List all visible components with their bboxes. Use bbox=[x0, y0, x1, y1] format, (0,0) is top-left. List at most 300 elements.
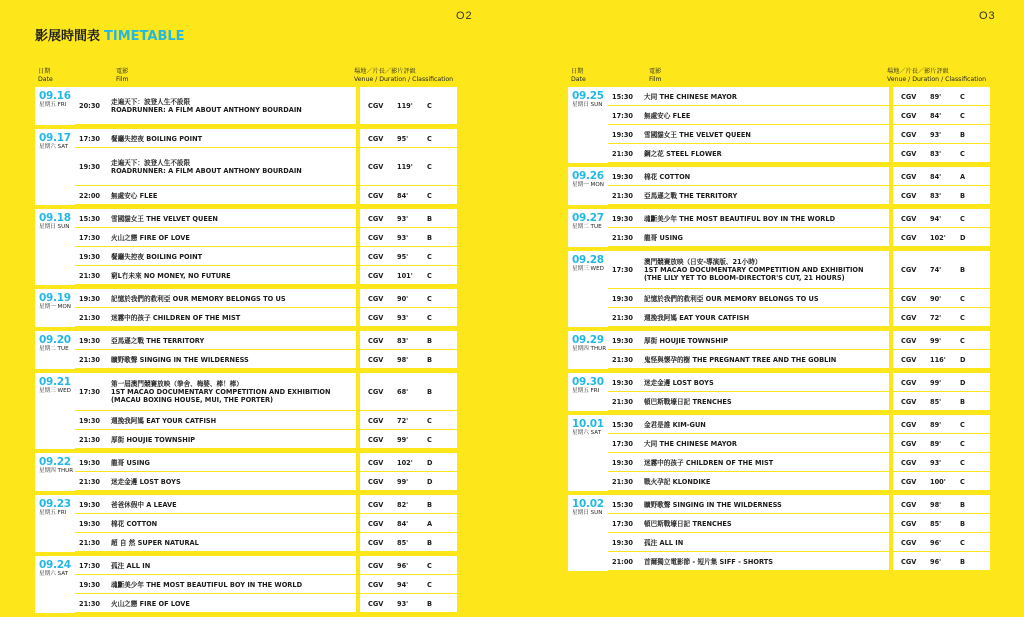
venue: CGV bbox=[901, 149, 917, 158]
film-title bbox=[644, 258, 889, 282]
film-title-line: 餐廳失控夜 BOILING POINT bbox=[111, 134, 203, 143]
duration: 84' bbox=[397, 191, 409, 200]
film-title bbox=[111, 417, 356, 425]
screening-time: 19:30 bbox=[79, 163, 100, 171]
venue: CGV bbox=[368, 538, 384, 547]
duration: 84' bbox=[930, 111, 942, 120]
screening-time: 21:30 bbox=[612, 355, 633, 364]
date-block bbox=[35, 209, 457, 285]
venue: CGV bbox=[368, 252, 384, 261]
table-row bbox=[75, 533, 457, 552]
venue: CGV bbox=[901, 336, 917, 345]
screening-time: 21:30 bbox=[612, 397, 633, 406]
film-title-line: ROADRUNNER: A FILM ABOUT ANTHONY BOURDAIN bbox=[111, 167, 302, 175]
screening-rows bbox=[75, 495, 457, 552]
date-cell bbox=[35, 453, 75, 491]
film-title bbox=[111, 380, 356, 404]
venue: CGV bbox=[901, 378, 917, 387]
page-number: O2 bbox=[456, 10, 473, 22]
screening-rows bbox=[608, 167, 990, 205]
venue: CGV bbox=[368, 336, 384, 345]
film-title-line: 厚街 HOUJIE TOWNSHIP bbox=[111, 435, 196, 444]
venue: CGV bbox=[901, 355, 917, 364]
duration: 116' bbox=[930, 355, 946, 364]
screening-time: 20:30 bbox=[79, 102, 100, 110]
screening-time: 19:30 bbox=[79, 519, 100, 528]
date-cell bbox=[568, 415, 608, 491]
film-title-line: 火山之戀 FIRE OF LOVE bbox=[111, 599, 190, 608]
table-row bbox=[75, 331, 457, 350]
duration: 85' bbox=[397, 538, 409, 547]
date-block bbox=[568, 167, 990, 205]
film-title-line: 迷霧中的孩子 CHILDREN OF THE MIST bbox=[111, 313, 241, 322]
classification: C bbox=[427, 561, 432, 570]
header-info: 場地／片長／影片評級 Venue / Duration / Classification bbox=[354, 68, 454, 83]
screening-rows bbox=[75, 453, 457, 491]
weekday: 星期一 MON bbox=[39, 304, 71, 310]
date-number: 09.20 bbox=[39, 334, 71, 346]
screening-time: 19:30 bbox=[79, 458, 100, 467]
screening-rows bbox=[75, 87, 457, 125]
left-page bbox=[0, 0, 512, 608]
duration: 72' bbox=[930, 313, 942, 322]
duration: 95' bbox=[397, 134, 409, 143]
film-title-line: 走遍天下：波登人生不設限 bbox=[111, 159, 191, 167]
venue: CGV bbox=[901, 233, 917, 242]
venue: CGV bbox=[368, 458, 384, 467]
film-title-line: (MACAU BOXING HOUSE, MUI, THE PORTER) bbox=[111, 396, 274, 404]
film-title bbox=[644, 215, 889, 223]
film-title bbox=[644, 150, 889, 158]
duration: 99' bbox=[397, 477, 409, 486]
film-title bbox=[111, 562, 356, 570]
venue: CGV bbox=[368, 561, 384, 570]
classification: B bbox=[960, 266, 966, 274]
date-block bbox=[568, 209, 990, 247]
date-cell bbox=[568, 331, 608, 369]
screening-time: 19:30 bbox=[79, 252, 100, 261]
film-title-line: 迷走金邊 LOST BOYS bbox=[111, 477, 181, 486]
duration: 93' bbox=[930, 130, 942, 139]
film-title bbox=[111, 581, 356, 589]
film-title bbox=[111, 539, 356, 547]
classification: C bbox=[427, 580, 432, 589]
film-title bbox=[644, 440, 889, 448]
date-cell bbox=[35, 209, 75, 285]
table-row bbox=[75, 411, 457, 430]
table-row bbox=[75, 453, 457, 472]
weekday: 星期四 THUR bbox=[39, 468, 74, 474]
classification: C bbox=[427, 294, 432, 303]
date-block bbox=[35, 289, 457, 327]
film-title bbox=[111, 600, 356, 608]
table-row bbox=[608, 453, 990, 472]
venue: CGV bbox=[368, 134, 384, 143]
venue: CGV bbox=[901, 538, 917, 547]
film-title-line: 鬼怪與懷孕的樹 THE PREGNANT TREE AND THE GOBLIN bbox=[644, 355, 837, 364]
screening-time: 21:30 bbox=[79, 538, 100, 547]
film-title-line: 週挽我阿媽 EAT YOUR CATFISH bbox=[644, 313, 750, 322]
date-number: 09.26 bbox=[572, 170, 604, 182]
table-row bbox=[75, 289, 457, 308]
film-title-line: 大同 THE CHINESE MAYOR bbox=[644, 92, 737, 101]
weekday: 星期日 SUN bbox=[572, 102, 603, 108]
table-row bbox=[75, 247, 457, 266]
screening-time: 15:30 bbox=[79, 214, 100, 223]
duration: 99' bbox=[930, 336, 942, 345]
screening-time: 17:30 bbox=[612, 111, 633, 120]
venue: CGV bbox=[368, 313, 384, 322]
table-row bbox=[608, 350, 990, 369]
film-title bbox=[644, 501, 889, 509]
classification: C bbox=[960, 92, 965, 101]
date-block bbox=[568, 373, 990, 411]
page-number: O3 bbox=[979, 10, 996, 22]
screening-rows bbox=[608, 495, 990, 571]
date-block bbox=[35, 129, 457, 205]
screening-rows bbox=[75, 556, 457, 613]
duration: 94' bbox=[397, 580, 409, 589]
table-row bbox=[608, 533, 990, 552]
classification: B bbox=[960, 500, 966, 509]
date-cell bbox=[35, 289, 75, 327]
screening-rows bbox=[608, 373, 990, 411]
date-block bbox=[35, 495, 457, 552]
table-row bbox=[608, 331, 990, 350]
film-title-line: 大同 THE CHINESE MAYOR bbox=[644, 439, 737, 448]
duration: 119' bbox=[397, 163, 413, 171]
table-row bbox=[608, 167, 990, 186]
screening-rows bbox=[75, 373, 457, 449]
table-row bbox=[75, 209, 457, 228]
table-row bbox=[75, 148, 457, 186]
film-title-line: 厚街 HOUJIE TOWNSHIP bbox=[644, 336, 729, 345]
screening-time: 21:30 bbox=[612, 149, 633, 158]
date-block bbox=[568, 251, 990, 327]
screening-time: 19:30 bbox=[612, 458, 633, 467]
table-row bbox=[75, 350, 457, 369]
venue: CGV bbox=[901, 557, 917, 566]
venue: CGV bbox=[368, 388, 384, 396]
screening-rows bbox=[75, 289, 457, 327]
film-title bbox=[111, 295, 356, 303]
screening-time: 21:30 bbox=[79, 599, 100, 608]
table-row bbox=[608, 289, 990, 308]
table-row bbox=[75, 556, 457, 575]
classification: C bbox=[427, 313, 432, 322]
table-row bbox=[608, 308, 990, 327]
duration: 99' bbox=[930, 378, 942, 387]
film-title bbox=[644, 421, 889, 429]
screening-time: 17:30 bbox=[79, 561, 100, 570]
screening-time: 15:30 bbox=[612, 92, 633, 101]
duration: 93' bbox=[930, 458, 942, 467]
table-row bbox=[75, 472, 457, 491]
title-en: TIMETABLE bbox=[104, 29, 185, 44]
venue: CGV bbox=[368, 477, 384, 486]
film-title bbox=[111, 98, 356, 114]
table-row bbox=[608, 415, 990, 434]
film-title-line: 第一屆澳門競賽放映（拳舍、梅婆、棒！棒） bbox=[111, 380, 243, 388]
film-title bbox=[111, 135, 356, 143]
table-row bbox=[75, 87, 457, 125]
duration: 89' bbox=[930, 92, 942, 101]
table-row bbox=[608, 87, 990, 106]
classification: B bbox=[427, 355, 433, 364]
film-title-line: 龍哥 USING bbox=[111, 458, 150, 467]
film-title-line: 火山之戀 FIRE OF LOVE bbox=[111, 233, 190, 242]
classification: C bbox=[960, 214, 965, 223]
screening-time: 19:30 bbox=[79, 294, 100, 303]
header-date: 日期 Date bbox=[571, 68, 586, 83]
film-title bbox=[644, 478, 889, 486]
venue: CGV bbox=[901, 397, 917, 406]
film-title-line: 戰火孕記 KLONDIKE bbox=[644, 477, 711, 486]
venue: CGV bbox=[368, 191, 384, 200]
film-title bbox=[644, 539, 889, 547]
classification: C bbox=[960, 420, 965, 429]
screening-time: 19:30 bbox=[612, 130, 633, 139]
venue: CGV bbox=[368, 355, 384, 364]
venue: CGV bbox=[368, 500, 384, 509]
film-title-line: 鋼之花 STEEL FLOWER bbox=[644, 149, 722, 158]
table-row bbox=[608, 186, 990, 205]
date-block bbox=[568, 87, 990, 163]
film-title bbox=[644, 314, 889, 322]
weekday: 星期六 SAT bbox=[39, 571, 69, 577]
table-row bbox=[608, 434, 990, 453]
date-cell bbox=[568, 495, 608, 571]
film-title bbox=[111, 253, 356, 261]
film-title-line: 亞馬遜之戰 THE TERRITORY bbox=[644, 191, 738, 200]
table-row bbox=[75, 373, 457, 411]
screening-rows bbox=[608, 331, 990, 369]
venue: CGV bbox=[901, 420, 917, 429]
date-cell bbox=[568, 251, 608, 327]
screening-time: 21:00 bbox=[612, 557, 633, 566]
table-row bbox=[75, 594, 457, 613]
table-row bbox=[608, 106, 990, 125]
film-title-line: 走遍天下：波登人生不設限 bbox=[111, 98, 191, 106]
duration: 84' bbox=[930, 172, 942, 181]
film-title-line: 無處安心 FLEE bbox=[644, 111, 691, 120]
screening-time: 21:30 bbox=[612, 191, 633, 200]
duration: 82' bbox=[397, 500, 409, 509]
film-title bbox=[644, 173, 889, 181]
duration: 89' bbox=[930, 420, 942, 429]
film-title-line: 雪國貓女王 THE VELVET QUEEN bbox=[111, 214, 218, 223]
weekday: 星期二 TUE bbox=[572, 224, 602, 230]
weekday: 星期六 SAT bbox=[572, 430, 602, 436]
weekday: 星期一 MON bbox=[572, 182, 604, 188]
table-row bbox=[75, 266, 457, 285]
weekday: 星期五 FRI bbox=[39, 102, 67, 108]
date-cell bbox=[35, 373, 75, 449]
film-title-line: 週挽我阿媽 EAT YOUR CATFISH bbox=[111, 416, 217, 425]
weekday: 星期四 THUR bbox=[572, 346, 607, 352]
venue: CGV bbox=[368, 102, 384, 110]
date-cell bbox=[568, 167, 608, 205]
classification: C bbox=[427, 102, 432, 110]
classification: B bbox=[427, 388, 433, 396]
venue: CGV bbox=[901, 191, 917, 200]
duration: 94' bbox=[930, 214, 942, 223]
date-block bbox=[35, 373, 457, 449]
classification: D bbox=[427, 477, 433, 486]
duration: 85' bbox=[930, 397, 942, 406]
classification: B bbox=[427, 538, 433, 547]
duration: 90' bbox=[930, 294, 942, 303]
venue: CGV bbox=[368, 416, 384, 425]
venue: CGV bbox=[368, 580, 384, 589]
film-title bbox=[111, 337, 356, 345]
duration: 101' bbox=[397, 271, 413, 280]
timetable-left bbox=[35, 87, 457, 617]
page-title bbox=[35, 25, 185, 44]
film-title bbox=[111, 459, 356, 467]
film-title-line: ROADRUNNER: A FILM ABOUT ANTHONY BOURDAIN bbox=[111, 106, 302, 114]
duration: 93' bbox=[397, 313, 409, 322]
duration: 83' bbox=[397, 336, 409, 345]
film-title-line: 曠野歌聲 SINGING IN THE WILDERNESS bbox=[111, 355, 249, 364]
film-title bbox=[644, 459, 889, 467]
screening-time: 21:30 bbox=[612, 477, 633, 486]
venue: CGV bbox=[901, 294, 917, 303]
screening-rows bbox=[75, 209, 457, 285]
date-number: 10.02 bbox=[572, 498, 604, 510]
header-date: 日期 Date bbox=[38, 68, 53, 83]
screening-rows bbox=[608, 251, 990, 327]
film-title-line: 無處安心 FLEE bbox=[111, 191, 158, 200]
screening-time: 19:30 bbox=[79, 500, 100, 509]
table-row bbox=[608, 373, 990, 392]
duration: 100' bbox=[930, 477, 946, 486]
screening-time: 19:30 bbox=[79, 336, 100, 345]
screening-time: 21:30 bbox=[79, 435, 100, 444]
header-film: 電影 Film bbox=[649, 68, 662, 83]
classification: D bbox=[960, 233, 966, 242]
film-title bbox=[111, 234, 356, 242]
date-block bbox=[35, 453, 457, 491]
screening-time: 19:30 bbox=[612, 538, 633, 547]
screening-time: 19:30 bbox=[612, 294, 633, 303]
film-title bbox=[111, 314, 356, 322]
film-title-line: 窮L冇未來 NO MONEY, NO FUTURE bbox=[111, 271, 231, 280]
timetable-right bbox=[568, 87, 990, 575]
venue: CGV bbox=[901, 266, 917, 274]
venue: CGV bbox=[368, 214, 384, 223]
duration: 102' bbox=[397, 458, 413, 467]
film-title-line: 龍哥 USING bbox=[644, 233, 683, 242]
duration: 93' bbox=[397, 233, 409, 242]
screening-time: 15:30 bbox=[612, 500, 633, 509]
film-title bbox=[644, 379, 889, 387]
venue: CGV bbox=[901, 214, 917, 223]
classification: A bbox=[427, 519, 433, 528]
film-title-line: 1ST MACAO DOCUMENTARY COMPETITION AND EXHIBITION bbox=[111, 388, 331, 396]
film-title bbox=[644, 520, 889, 528]
table-row bbox=[75, 129, 457, 148]
date-number: 09.25 bbox=[572, 90, 604, 102]
duration: 85' bbox=[930, 519, 942, 528]
duration: 98' bbox=[930, 500, 942, 509]
duration: 74' bbox=[930, 266, 942, 274]
venue: CGV bbox=[901, 111, 917, 120]
screening-time: 21:30 bbox=[79, 313, 100, 322]
venue: CGV bbox=[368, 271, 384, 280]
venue: CGV bbox=[368, 163, 384, 171]
film-title bbox=[111, 272, 356, 280]
classification: C bbox=[960, 458, 965, 467]
screening-time: 21:30 bbox=[612, 233, 633, 242]
date-number: 09.27 bbox=[572, 212, 604, 224]
date-number: 09.16 bbox=[39, 90, 71, 102]
date-block bbox=[35, 556, 457, 613]
date-block bbox=[35, 331, 457, 369]
screening-time: 17:30 bbox=[612, 519, 633, 528]
film-title bbox=[644, 131, 889, 139]
date-number: 09.18 bbox=[39, 212, 71, 224]
weekday: 星期五 FRI bbox=[39, 510, 67, 516]
duration: 95' bbox=[397, 252, 409, 261]
film-title-line: 爸爸休假中 A LEAVE bbox=[111, 500, 177, 509]
date-number: 09.29 bbox=[572, 334, 604, 346]
screening-time: 19:30 bbox=[612, 214, 633, 223]
table-row bbox=[608, 472, 990, 491]
classification: C bbox=[960, 477, 965, 486]
film-title-line: 孤注 ALL IN bbox=[644, 538, 684, 547]
film-title-line: 迷走金邊 LOST BOYS bbox=[644, 378, 714, 387]
classification: C bbox=[960, 111, 965, 120]
film-title-line: 首爾獨立電影節 - 短片集 SIFF - SHORTS bbox=[644, 557, 773, 566]
classification: C bbox=[427, 271, 432, 280]
film-title bbox=[111, 215, 356, 223]
venue: CGV bbox=[368, 233, 384, 242]
classification: B bbox=[427, 214, 433, 223]
screening-rows bbox=[608, 87, 990, 163]
classification: B bbox=[427, 599, 433, 608]
screening-time: 21:30 bbox=[79, 271, 100, 280]
film-title-line: 棉花 COTTON bbox=[111, 519, 158, 528]
table-row bbox=[608, 392, 990, 411]
table-row bbox=[608, 251, 990, 289]
date-block bbox=[568, 415, 990, 491]
header-film: 電影 Film bbox=[116, 68, 129, 83]
date-number: 09.22 bbox=[39, 456, 71, 468]
duration: 96' bbox=[930, 538, 942, 547]
film-title-line: 魂斷美少年 THE MOST BEAUTIFUL BOY IN THE WORLD bbox=[644, 214, 836, 223]
film-title bbox=[111, 356, 356, 364]
duration: 83' bbox=[930, 149, 942, 158]
screening-time: 17:30 bbox=[79, 388, 100, 396]
date-number: 09.28 bbox=[572, 254, 604, 266]
film-title-line: (THE LILY YET TO BLOOM-DIRECTOR'S CUT, 21 HOURS) bbox=[644, 274, 845, 282]
duration: 99' bbox=[397, 435, 409, 444]
venue: CGV bbox=[901, 519, 917, 528]
film-title bbox=[644, 93, 889, 101]
date-number: 09.17 bbox=[39, 132, 71, 144]
film-title-line: 亞馬遜之戰 THE TERRITORY bbox=[111, 336, 205, 345]
duration: 89' bbox=[930, 439, 942, 448]
classification: C bbox=[427, 134, 432, 143]
classification: B bbox=[960, 557, 966, 566]
duration: 90' bbox=[397, 294, 409, 303]
date-number: 09.23 bbox=[39, 498, 71, 510]
screening-time: 17:30 bbox=[79, 134, 100, 143]
film-title-line: 頓巴斯戰壕日記 TRENCHES bbox=[644, 397, 732, 406]
header-info: 場地／片長／影片評級 Venue / Duration / Classification bbox=[887, 68, 987, 83]
table-row bbox=[75, 514, 457, 533]
